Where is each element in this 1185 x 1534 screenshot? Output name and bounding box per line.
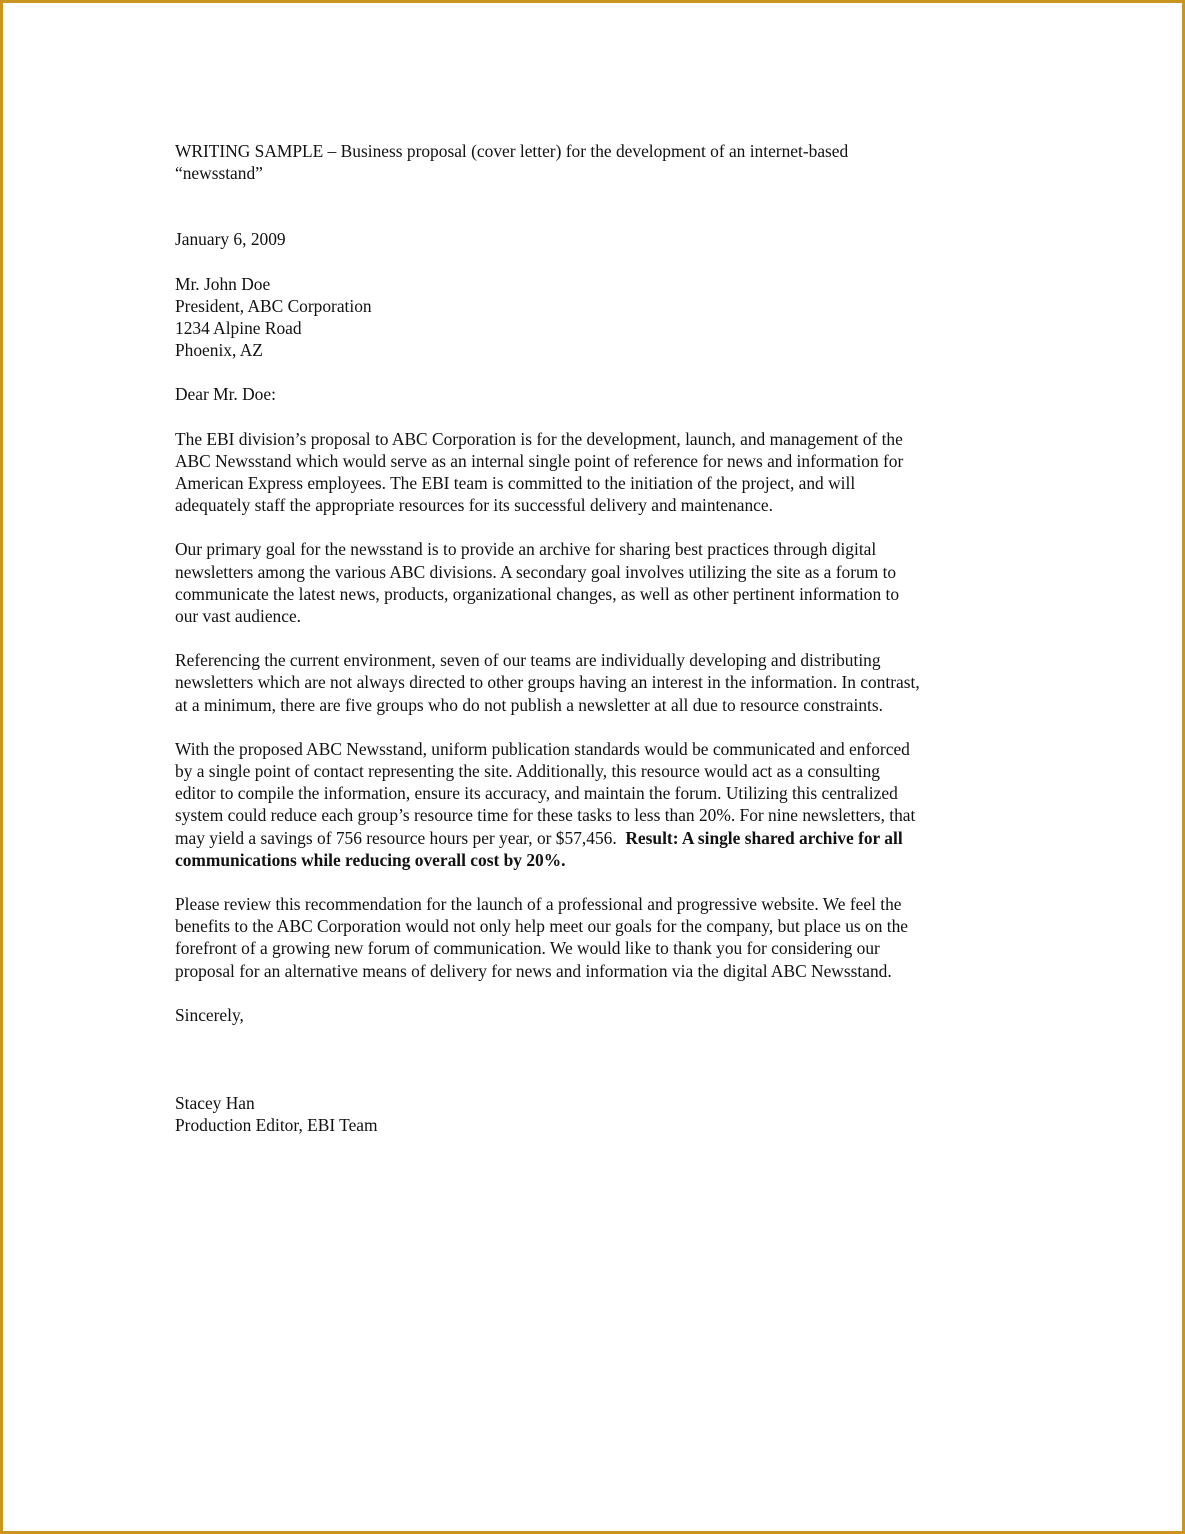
paragraph-2 [175,538,1015,627]
heading-line-1: WRITING SAMPLE – Business proposal (cover letter) for the development of an internet-based [175,141,849,161]
heading-line-2: “newsstand” [175,163,263,184]
paragraph-1 [175,428,1015,517]
paragraph-line-mixed [175,827,1015,849]
recipient-street: 1234 Alpine Road [175,318,302,339]
salutation: Dear Mr. Doe: [175,384,276,405]
paragraph-line: newsletters which are not always directed to other groups having an interest in the information. In contrast, [175,672,920,693]
document-heading [175,140,1015,184]
paragraph-line: Our primary goal for the newsstand is to provide an archive for sharing best practices through digital [175,539,877,560]
paragraph-line: adequately staff the appropriate resources for its successful delivery and maintenance. [175,495,773,516]
paragraph-line: The EBI division’s proposal to ABC Corporation is for the development, launch, and management of the [175,428,903,449]
letter-date: January 6, 2009 [175,229,286,250]
paragraph-line: American Express employees. The EBI team is committed to the initiation of the project, and will [175,473,856,494]
paragraph-3 [175,649,1015,716]
savings-sentence: may yield a savings of 756 resource hours per year, or $57,456. [175,827,626,848]
signer-name: Stacey Han [175,1093,255,1114]
paragraph-line: editor to compile the information, ensure its accuracy, and maintain the forum. Utilizing this centralized [175,783,898,804]
result-statement-end: communications while reducing overall cost by 20%. [175,849,566,870]
paragraph-line: ABC Newsstand which would serve as an internal single point of reference for news and information for [175,450,904,471]
paragraph-line: forefront of a growing new forum of communication. We would like to thank you for considering our [175,938,880,959]
paragraph-line: Please review this recommendation for the launch of a professional and progressive website. We feel the [175,894,902,915]
recipient-address [175,273,1015,362]
paragraph-line: communicate the latest news, products, organizational changes, as well as other pertinent information to [175,583,900,604]
result-statement-start: Result: A single shared archive for all [625,827,903,848]
paragraph-line: Referencing the current environment, seven of our teams are individually developing and distributing [175,650,881,671]
letter-body [175,140,1015,1137]
paragraph-line: proposal for an alternative means of delivery for news and information via the digital ABC Newsstand. [175,960,892,981]
signature-block [175,1092,1015,1136]
paragraph-line: newsletters among the various ABC divisions. A secondary goal involves utilizing the site as a forum to [175,561,897,582]
paragraph-4 [175,738,1015,871]
paragraph-line: by a single point of contact representing the site. Additionally, this resource would act as a consulting [175,761,880,782]
paragraph-line: benefits to the ABC Corporation would not only help meet our goals for the company, but place us on the [175,916,909,937]
recipient-city: Phoenix, AZ [175,340,263,361]
signer-title: Production Editor, EBI Team [175,1115,378,1136]
paragraph-line: system could reduce each group’s resource time for these tasks to less than 20%. For nine newsletters, that [175,805,916,826]
recipient-name: Mr. John Doe [175,273,271,294]
paragraph-line: at a minimum, there are five groups who do not publish a newsletter at all due to resource constraints. [175,694,883,715]
paragraph-line: With the proposed ABC Newsstand, uniform publication standards would be communicated and enforced [175,738,910,759]
paragraph-5 [175,893,1015,982]
recipient-title: President, ABC Corporation [175,295,372,316]
closing: Sincerely, [175,1004,244,1025]
paragraph-line: our vast audience. [175,606,302,627]
